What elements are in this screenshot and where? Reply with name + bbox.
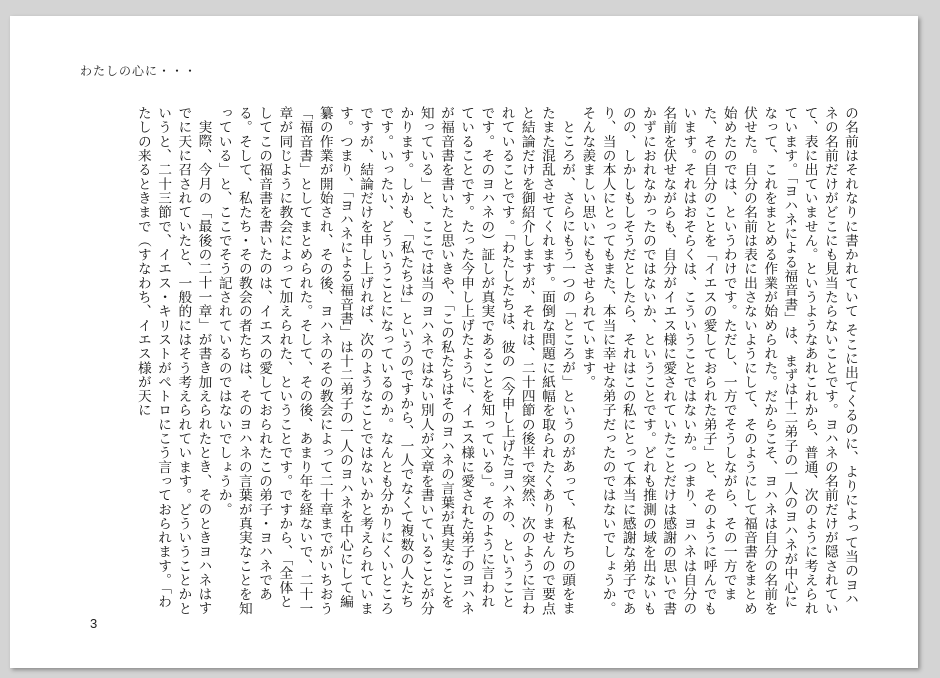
document-page [10,16,918,668]
paragraph-2: ところが、さらにもう一つの「ところが」というのがあって、私たちの頭をまたまた混乱させてくれます。面倒な問題に紙幅を取られたくありませんので要点と結論だけを御紹介しますが、それは、二十四節の後半で突然、次のように言われていることです。「わたしたちは、彼の（今申し上げたヨハネの、ということです。そのヨハネの）証しが真実であることを知っている」。そのように言われていることです。たった今申し上げたように、イエス様に愛された弟子のヨハネが福音書を書いたと思いきや、「この私たちはそのヨハネの言葉が真実なことを知っている」と、ここでは当のヨハネではない別人が文章を書いていることが分かります。しかも、「私たちは」というのですから、一人でなくて複数の人たちです。いったい、どういうことになっているのか。なんとも分かりにくいところですが、結論だけを申し上げれば、次のようなことではないかと考えられています。つまり、「ヨハネによる福音書」は十二弟子の一人のヨハネを中心にして編纂の作業が開始され、その後、ヨハネのその教会によって二十章までがいちおう「福音書」としてまとめられた。そして、その後、あまり年を経ないで、二十一章が同じように教会によって加えられた、ということです。ですから、「全体としてこの福音書を書いたのは、イエスの愛しておられたこの弟子・ヨハネである。そして、私たち・その教会の者たちは、そのヨハネの言葉が真実なことを知っている」と、ここでそう記されているのではないでしょうか。 [215,106,576,616]
paragraph-3: 実際、今月の「最後の二十一章」が書き加えられたとき、そのときヨハネはすでに天に召されていたと、一般的にはそう考えられています。どういうことかというと、二十三節で、イエス・キリストがペトロにこう言っておられます。「わたしの来るときまで（すなわち、イエス様が天に [134,106,212,616]
paragraph-1: の名前はそれなりに書かれていて そこに出てくるのに、よりによって当のヨハネの名前だけがどこにも見当たらないことです。ヨハネの名前だけが隠されていて、表に出ていません。というようなあれこれから、普通、次のように考えられています。「ヨハネによる福音書」は、まずは十二弟子の一人のヨハネが中心になって、これをまとめる作業が始められた。だからこそ、ヨハネは自分の名前を伏せた。自分の名前は表に出さないようにして、そのようにして福音書をまとめ始めたのでは、というわけです。ただし、一方でそうしながら、その一方でまた、その自分のことを「イエスの愛しておられた弟子」と、そのように呼んでもいます。それはおそらくは、こういうことではないか。つまり、ヨハネは自分の名前を伏せながらも、自分がイエス様に愛されていたことだけは感謝の思いで書かずにおれなかったのではないか、ということです。どれも推測の域を出ないものの、しかしもしそうだとしたら、それはこの私にとって本当に感謝な弟子であり、当の本人にとってもまた、本当に幸せな弟子だったのではないでしょうか。そんな羨ましい思いにもさせられています。 [579,106,858,616]
body-text [130,106,860,616]
running-header: わたしの心に・・・ [80,64,198,78]
page-number: 3 [90,616,98,631]
